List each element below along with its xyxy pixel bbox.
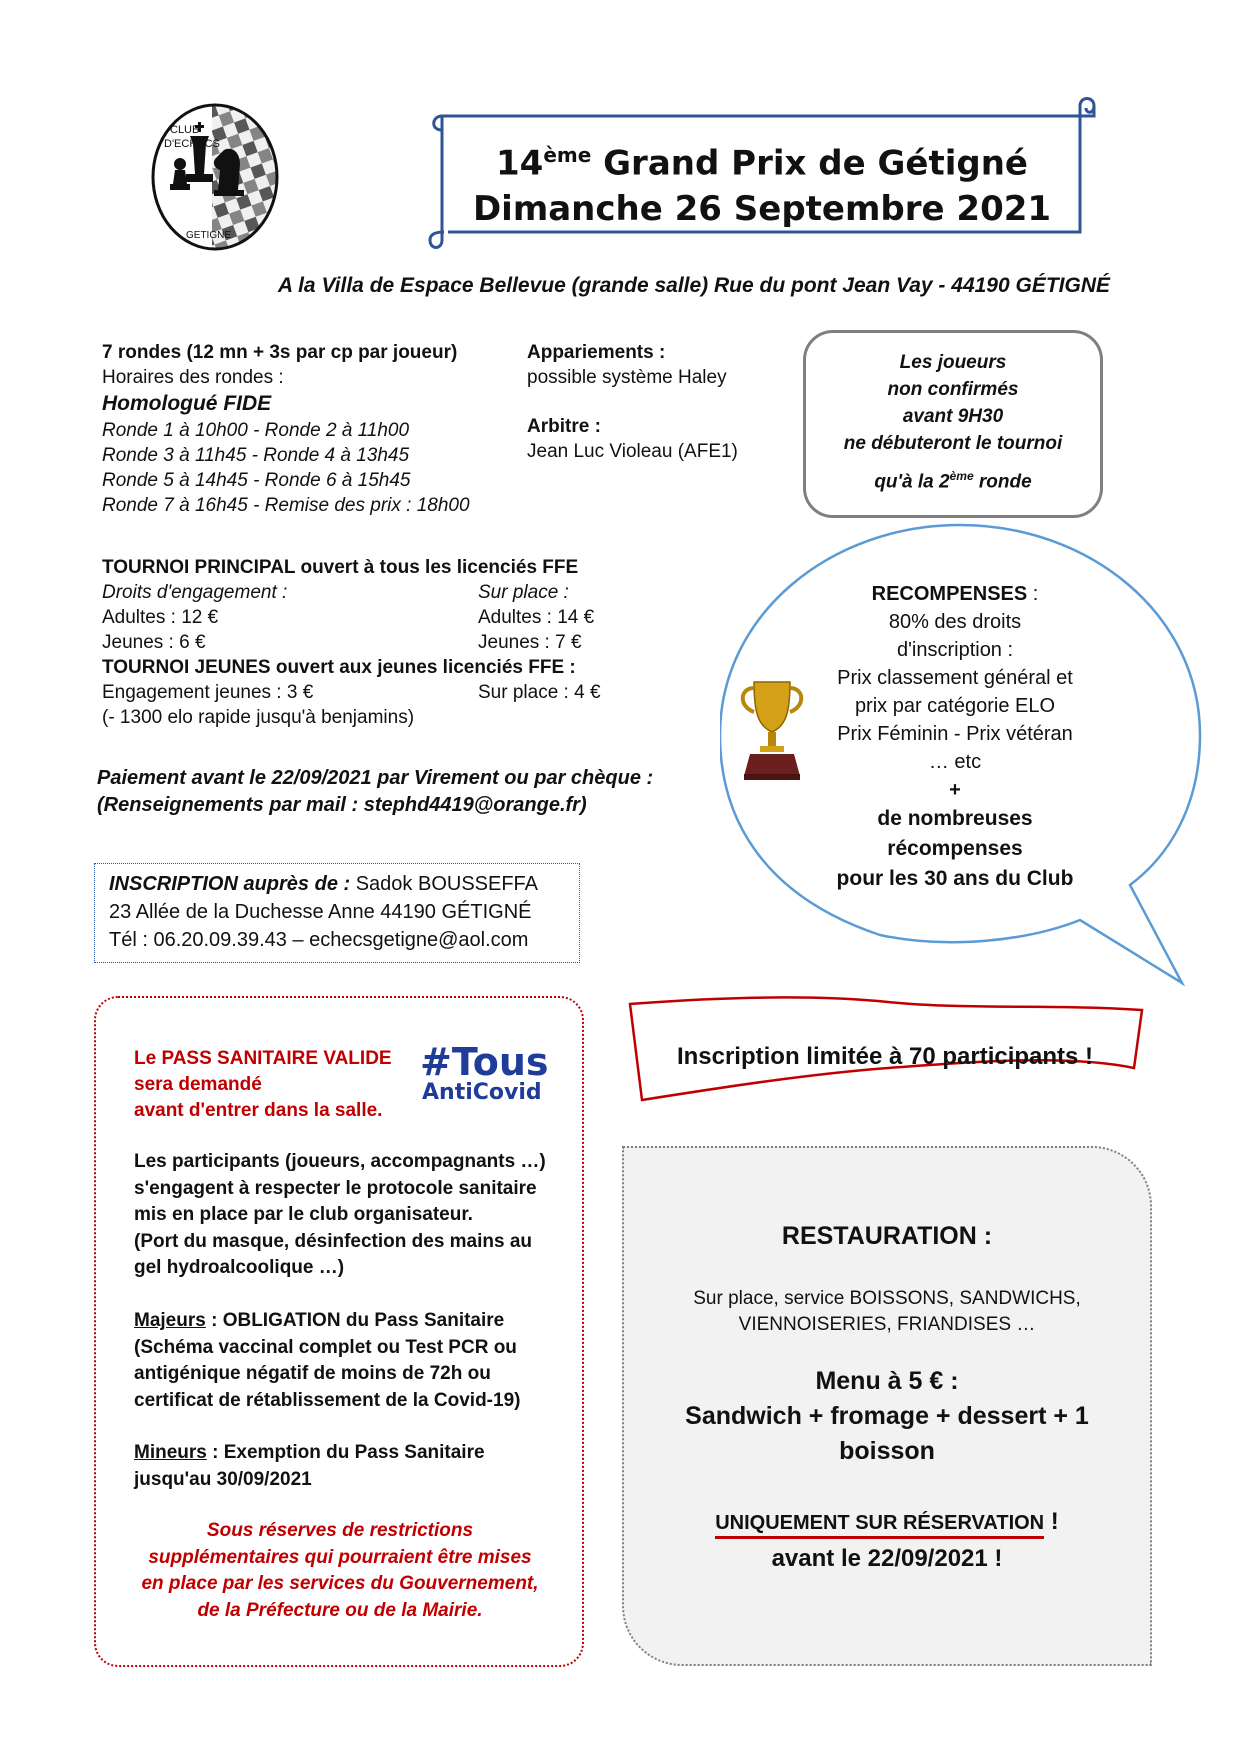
rewards-text: RECOMPENSES : 80% des droits d'inscription : Prix classement général et prix par catégorie ELO Prix Féminin - Prix vétéran … etc + de nombreuses récompenses pour les 30 ans du Club xyxy=(800,580,1110,894)
homologue-fide: Homologué FIDE xyxy=(102,392,272,415)
registration-address: 23 Allée de la Duchesse Anne 44190 GÉTIGNÉ xyxy=(109,901,532,923)
participants-block xyxy=(134,1149,574,1282)
notice-line: ne débuteront le tournoi xyxy=(843,433,1063,454)
notice-line: qu'à la 2ème ronde xyxy=(874,469,1032,493)
reserve-line: de la Préfecture ou de la Mairie. xyxy=(197,1599,483,1621)
pass-line: sera demandé xyxy=(134,1074,262,1095)
young-note: (- 1300 elo rapide jusqu'à benjamins) xyxy=(102,707,415,728)
title-ordinal-sup: ème xyxy=(543,143,592,167)
club-logo xyxy=(150,102,280,252)
payment-line: Paiement avant le 22/09/2021 par Virement ou par chèque : xyxy=(97,767,654,789)
menu-line: Sandwich + fromage + dessert + 1 xyxy=(685,1402,1089,1430)
schedule-label: Horaires des rondes : xyxy=(102,367,284,388)
youth-fee: Jeunes : 6 € xyxy=(102,632,206,653)
rewards-title: RECOMPENSES xyxy=(871,583,1028,605)
round-line: Ronde 5 à 14h45 - Ronde 6 à 15h45 xyxy=(102,470,411,491)
majeurs-line: certificat de rétablissement de la Covid-19) xyxy=(134,1389,521,1411)
reserve-line: en place par les services du Gouvernement, xyxy=(141,1573,539,1594)
payment-info-line: (Renseignements par mail : stephd4419@orange.fr) xyxy=(97,794,587,816)
participants-line: (Port du masque, désinfection des mains au xyxy=(134,1230,533,1252)
pairings-block xyxy=(527,340,757,464)
rounds-header: 7 rondes (12 mn + 3s par cp par joueur) xyxy=(102,342,458,363)
round-line: Ronde 7 à 16h45 - Remise des prix : 18h00 xyxy=(102,495,470,516)
round-line: Ronde 1 à 10h00 - Ronde 2 à 11h00 xyxy=(102,420,410,441)
services-line: Sur place, service BOISSONS, SANDWICHS, xyxy=(693,1288,1081,1309)
tournament-block xyxy=(102,555,642,730)
reservation-only: UNIQUEMENT SUR RÉSERVATION xyxy=(715,1512,1044,1539)
rewards-bold-line: de nombreuses xyxy=(877,807,1033,830)
rewards-bold-line: récompenses xyxy=(887,837,1023,860)
reserve-block xyxy=(110,1518,570,1624)
participants-line: gel hydroalcoolique …) xyxy=(134,1257,345,1278)
venue-line: A la Villa de Espace Bellevue (grande salle) Rue du pont Jean Vay - 44190 GÉTIGNÉ xyxy=(277,274,1110,297)
limit-text: Inscription limitée à 70 participants ! xyxy=(676,1043,1094,1070)
reserve-line: supplémentaires qui pourraient être mises xyxy=(148,1546,532,1568)
logo-text-bottom: GETIGNE xyxy=(186,230,232,241)
tous-logo-bottom: AntiCovid xyxy=(422,1080,542,1105)
pairings-label: Appariements : xyxy=(527,342,666,363)
pairings-value: possible système Haley xyxy=(527,367,727,388)
reserve-line: Sous réserves de restrictions xyxy=(206,1520,474,1541)
trophy-icon xyxy=(734,676,810,782)
fees-label: Droits d'engagement : xyxy=(102,582,288,603)
participants-line: s'engagent à respecter le protocole sanitaire xyxy=(134,1177,537,1199)
arbiter-label: Arbitre : xyxy=(527,416,601,437)
payment-block xyxy=(97,765,717,819)
registration-name: Sadok BOUSSEFFA xyxy=(355,873,539,895)
menu-line: boisson xyxy=(839,1437,935,1465)
reservation-block: UNIQUEMENT SUR RÉSERVATION ! avant le 22/09/2021 ! xyxy=(622,1504,1152,1577)
registration-box: INSCRIPTION auprès de : Sadok BOUSSEFFA 23 Allée de la Duchesse Anne 44190 GÉTIGNÉ Tél : 06.20.09.39.43 – echecsgetigne@aol.com xyxy=(94,863,580,963)
pass-notice xyxy=(134,1046,414,1124)
young-fee: Engagement jeunes : 3 € xyxy=(102,682,314,703)
tous-anticovid-logo xyxy=(420,1042,570,1104)
restauration-title: RESTAURATION : xyxy=(781,1222,993,1250)
notice-line: Les joueurs xyxy=(899,352,1007,373)
menu-title: Menu à 5 € : xyxy=(815,1367,959,1395)
title-line-1: 14ème Grand Prix de Gétigné xyxy=(496,143,1028,184)
rewards-plus: + xyxy=(949,779,961,801)
majeurs-label: Majeurs xyxy=(134,1310,206,1331)
pass-line: Le PASS SANITAIRE VALIDE xyxy=(134,1048,392,1069)
rewards-line: Prix classement général et xyxy=(837,667,1073,689)
registration-contact: Tél : 06.20.09.39.43 – echecsgetigne@aol.com xyxy=(109,929,529,951)
arbiter-value: Jean Luc Violeau (AFE1) xyxy=(527,441,738,462)
rounds-block xyxy=(102,340,522,518)
rewards-line: d'inscription : xyxy=(896,639,1014,661)
majeurs-line: (Schéma vaccinal complet ou Test PCR ou xyxy=(134,1336,517,1358)
participants-line: Les participants (joueurs, accompagnants …) xyxy=(134,1151,546,1172)
notice-sup: ème xyxy=(949,469,974,483)
main-tournament-title: TOURNOI PRINCIPAL ouvert à tous les licenciés FFE xyxy=(102,557,579,578)
adults-onsite-fee: Adultes : 14 € xyxy=(478,607,595,628)
round-line: Ronde 3 à 11h45 - Ronde 4 à 13h45 xyxy=(102,445,410,466)
logo-text-middle: D'ECHECS xyxy=(164,138,220,150)
rewards-line: Prix Féminin - Prix vétéran xyxy=(837,723,1073,745)
notice-line: non confirmés xyxy=(887,379,1019,400)
onsite-label: Sur place : xyxy=(478,582,569,603)
rewards-bold-line: pour les 30 ans du Club xyxy=(836,867,1074,890)
reservation-deadline: avant le 22/09/2021 ! xyxy=(771,1545,1003,1572)
restauration-services xyxy=(622,1286,1152,1338)
young-onsite-fee: Sur place : 4 € xyxy=(478,682,601,703)
young-tournament-title: TOURNOI JEUNES ouvert aux jeunes licenciés FFE : xyxy=(102,657,576,678)
title-banner xyxy=(422,94,1108,254)
pass-line: avant d'entrer dans la salle. xyxy=(134,1100,383,1121)
registration-label: INSCRIPTION xyxy=(109,873,238,895)
adults-fee: Adultes : 12 € xyxy=(102,607,219,628)
youth-onsite-fee: Jeunes : 7 € xyxy=(478,632,582,653)
menu-block xyxy=(622,1364,1152,1469)
rewards-line: prix par catégorie ELO xyxy=(854,695,1056,717)
participants-line: mis en place par le club organisateur. xyxy=(134,1204,473,1225)
mineurs-block: Mineurs : Exemption du Pass Sanitaire jusqu'au 30/09/2021 xyxy=(134,1440,574,1493)
title-line-2: Dimanche 26 Septembre 2021 xyxy=(472,189,1052,230)
majeurs-line: antigénique négatif de moins de 72h ou xyxy=(134,1363,491,1384)
mineurs-label: Mineurs xyxy=(134,1442,207,1463)
rewards-line: 80% des droits xyxy=(888,611,1022,633)
logo-text-top: CLUB xyxy=(170,124,200,136)
mineurs-line: jusqu'au 30/09/2021 xyxy=(134,1468,312,1490)
services-line: VIENNOISERIES, FRIANDISES … xyxy=(738,1314,1036,1335)
majeurs-block: Majeurs : OBLIGATION du Pass Sanitaire (Schéma vaccinal complet ou Test PCR ou antigénique négatif de moins de 72h ou certificat de rétablissement de la Covid-19) xyxy=(134,1308,574,1414)
late-players-notice xyxy=(803,330,1103,518)
notice-line: avant 9H30 xyxy=(902,406,1004,427)
rewards-line: … etc xyxy=(928,751,982,773)
tous-logo-top: #Tous xyxy=(420,1040,549,1084)
